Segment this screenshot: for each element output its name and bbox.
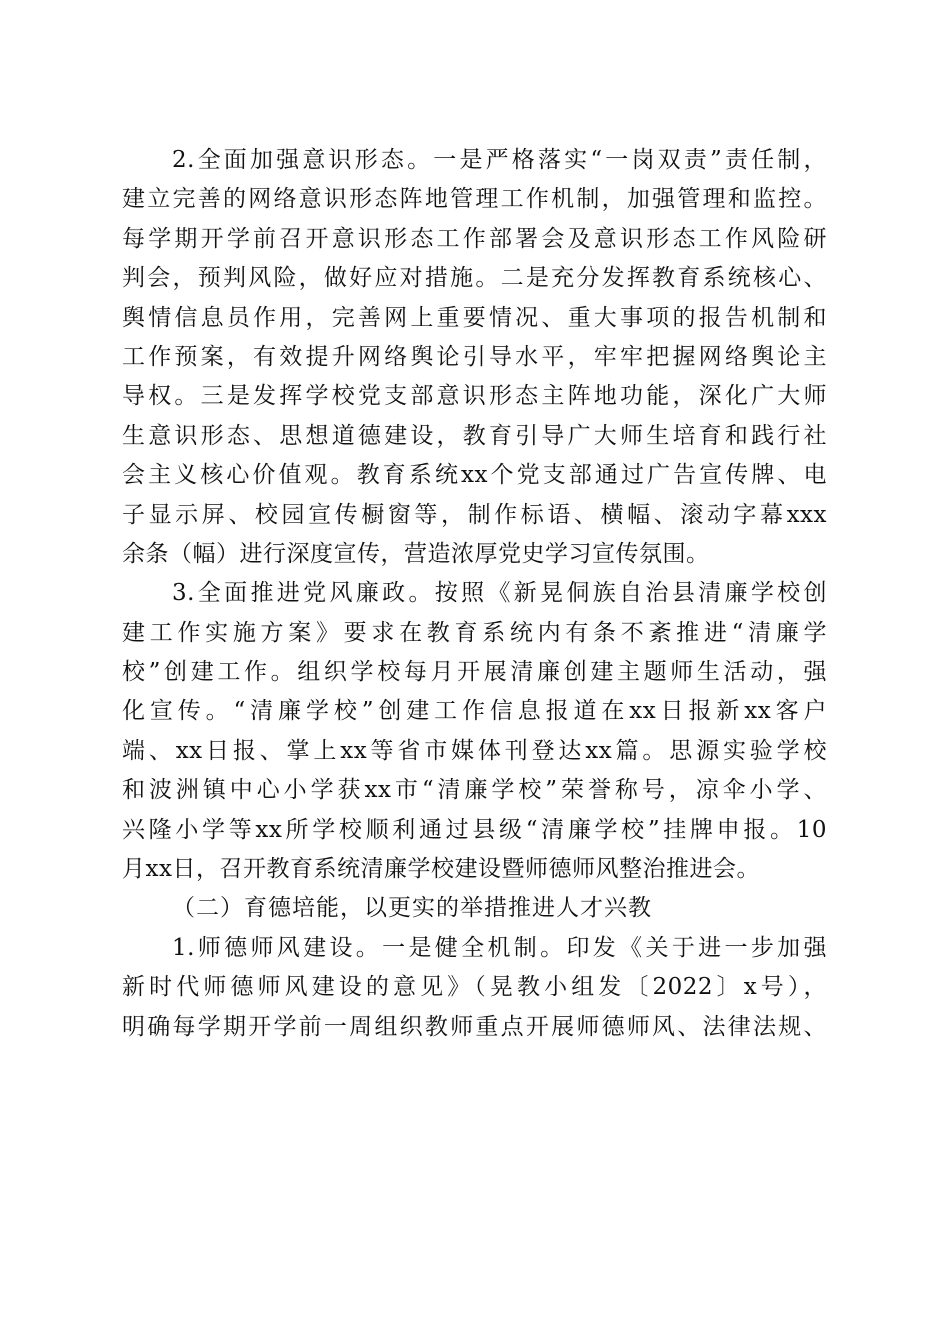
paragraph-2-line-6: 和波洲镇中心小学获xx市“清廉学校”荣誉称号，凉伞小学、 — [122, 777, 827, 804]
paragraph-3-line-1: 1.师德师风建设。一是健全机制。印发《关于进一步加强 — [172, 934, 827, 961]
paragraph-1-line-9: 会主义核心价值观。教育系统xx个党支部通过广告宣传牌、电 — [122, 462, 827, 489]
paragraph-2-line-4: 化宣传。“清廉学校”创建工作信息报道在xx日报新xx客户 — [122, 698, 827, 725]
paragraph-1-line-3: 每学期开学前召开意识形态工作部署会及意识形态工作风险研 — [122, 225, 827, 252]
paragraph-2-line-3: 校”创建工作。组织学校每月开展清廉创建主题师生活动，强 — [122, 659, 827, 686]
paragraph-1-line-7: 导权。三是发挥学校党支部意识形态主阵地功能，深化广大师 — [122, 383, 827, 410]
paragraph-2-line-1: 3.全面推进党风廉政。按照《新晃侗族自治县清廉学校创 — [172, 580, 827, 607]
paragraph-3-line-3: 明确每学期开学前一周组织教师重点开展师德师风、法律法规、 — [122, 1013, 827, 1040]
paragraph-2-line-5: 端、xx日报、掌上xx等省市媒体刊登达xx篇。思源实验学校 — [122, 737, 827, 764]
document-body — [122, 141, 827, 1047]
paragraph-1-line-6: 工作预案，有效提升网络舆论引导水平，牢牢把握网络舆论主 — [122, 343, 827, 370]
paragraph-2-line-8: 月xx日，召开教育系统清廉学校建设暨师德师风整治推进会。 — [122, 856, 760, 883]
paragraph-1-line-2: 建立完善的网络意识形态阵地管理工作机制，加强管理和监控。 — [122, 186, 827, 213]
section-heading: （二）育德培能，以更实的举措推进人才兴教 — [172, 895, 652, 922]
paragraph-3-line-2: 新时代师德师风建设的意见》（晃教小组发〔2022〕x号）， — [122, 974, 827, 1001]
paragraph-1-line-11: 余条（幅）进行深度宣传，营造浓厚党史学习宣传氛围。 — [122, 540, 710, 567]
paragraph-1-line-4: 判会，预判风险，做好应对措施。二是充分发挥教育系统核心、 — [122, 265, 827, 292]
paragraph-2-line-7: 兴隆小学等xx所学校顺利通过县级“清廉学校”挂牌申报。10 — [122, 816, 827, 843]
paragraph-1-line-5: 舆情信息员作用，完善网上重要情况、重大事项的报告机制和 — [122, 304, 827, 331]
paragraph-1-line-8: 生意识形态、思想道德建设，教育引导广大师生培育和践行社 — [122, 422, 827, 449]
paragraph-1-line-10: 子显示屏、校园宣传橱窗等，制作标语、横幅、滚动字幕xxx — [122, 501, 827, 528]
paragraph-1-line-1: 2.全面加强意识形态。一是严格落实“一岗双责”责任制， — [172, 147, 827, 173]
paragraph-2-line-2: 建工作实施方案》要求在教育系统内有条不紊推进“清廉学 — [122, 619, 827, 646]
